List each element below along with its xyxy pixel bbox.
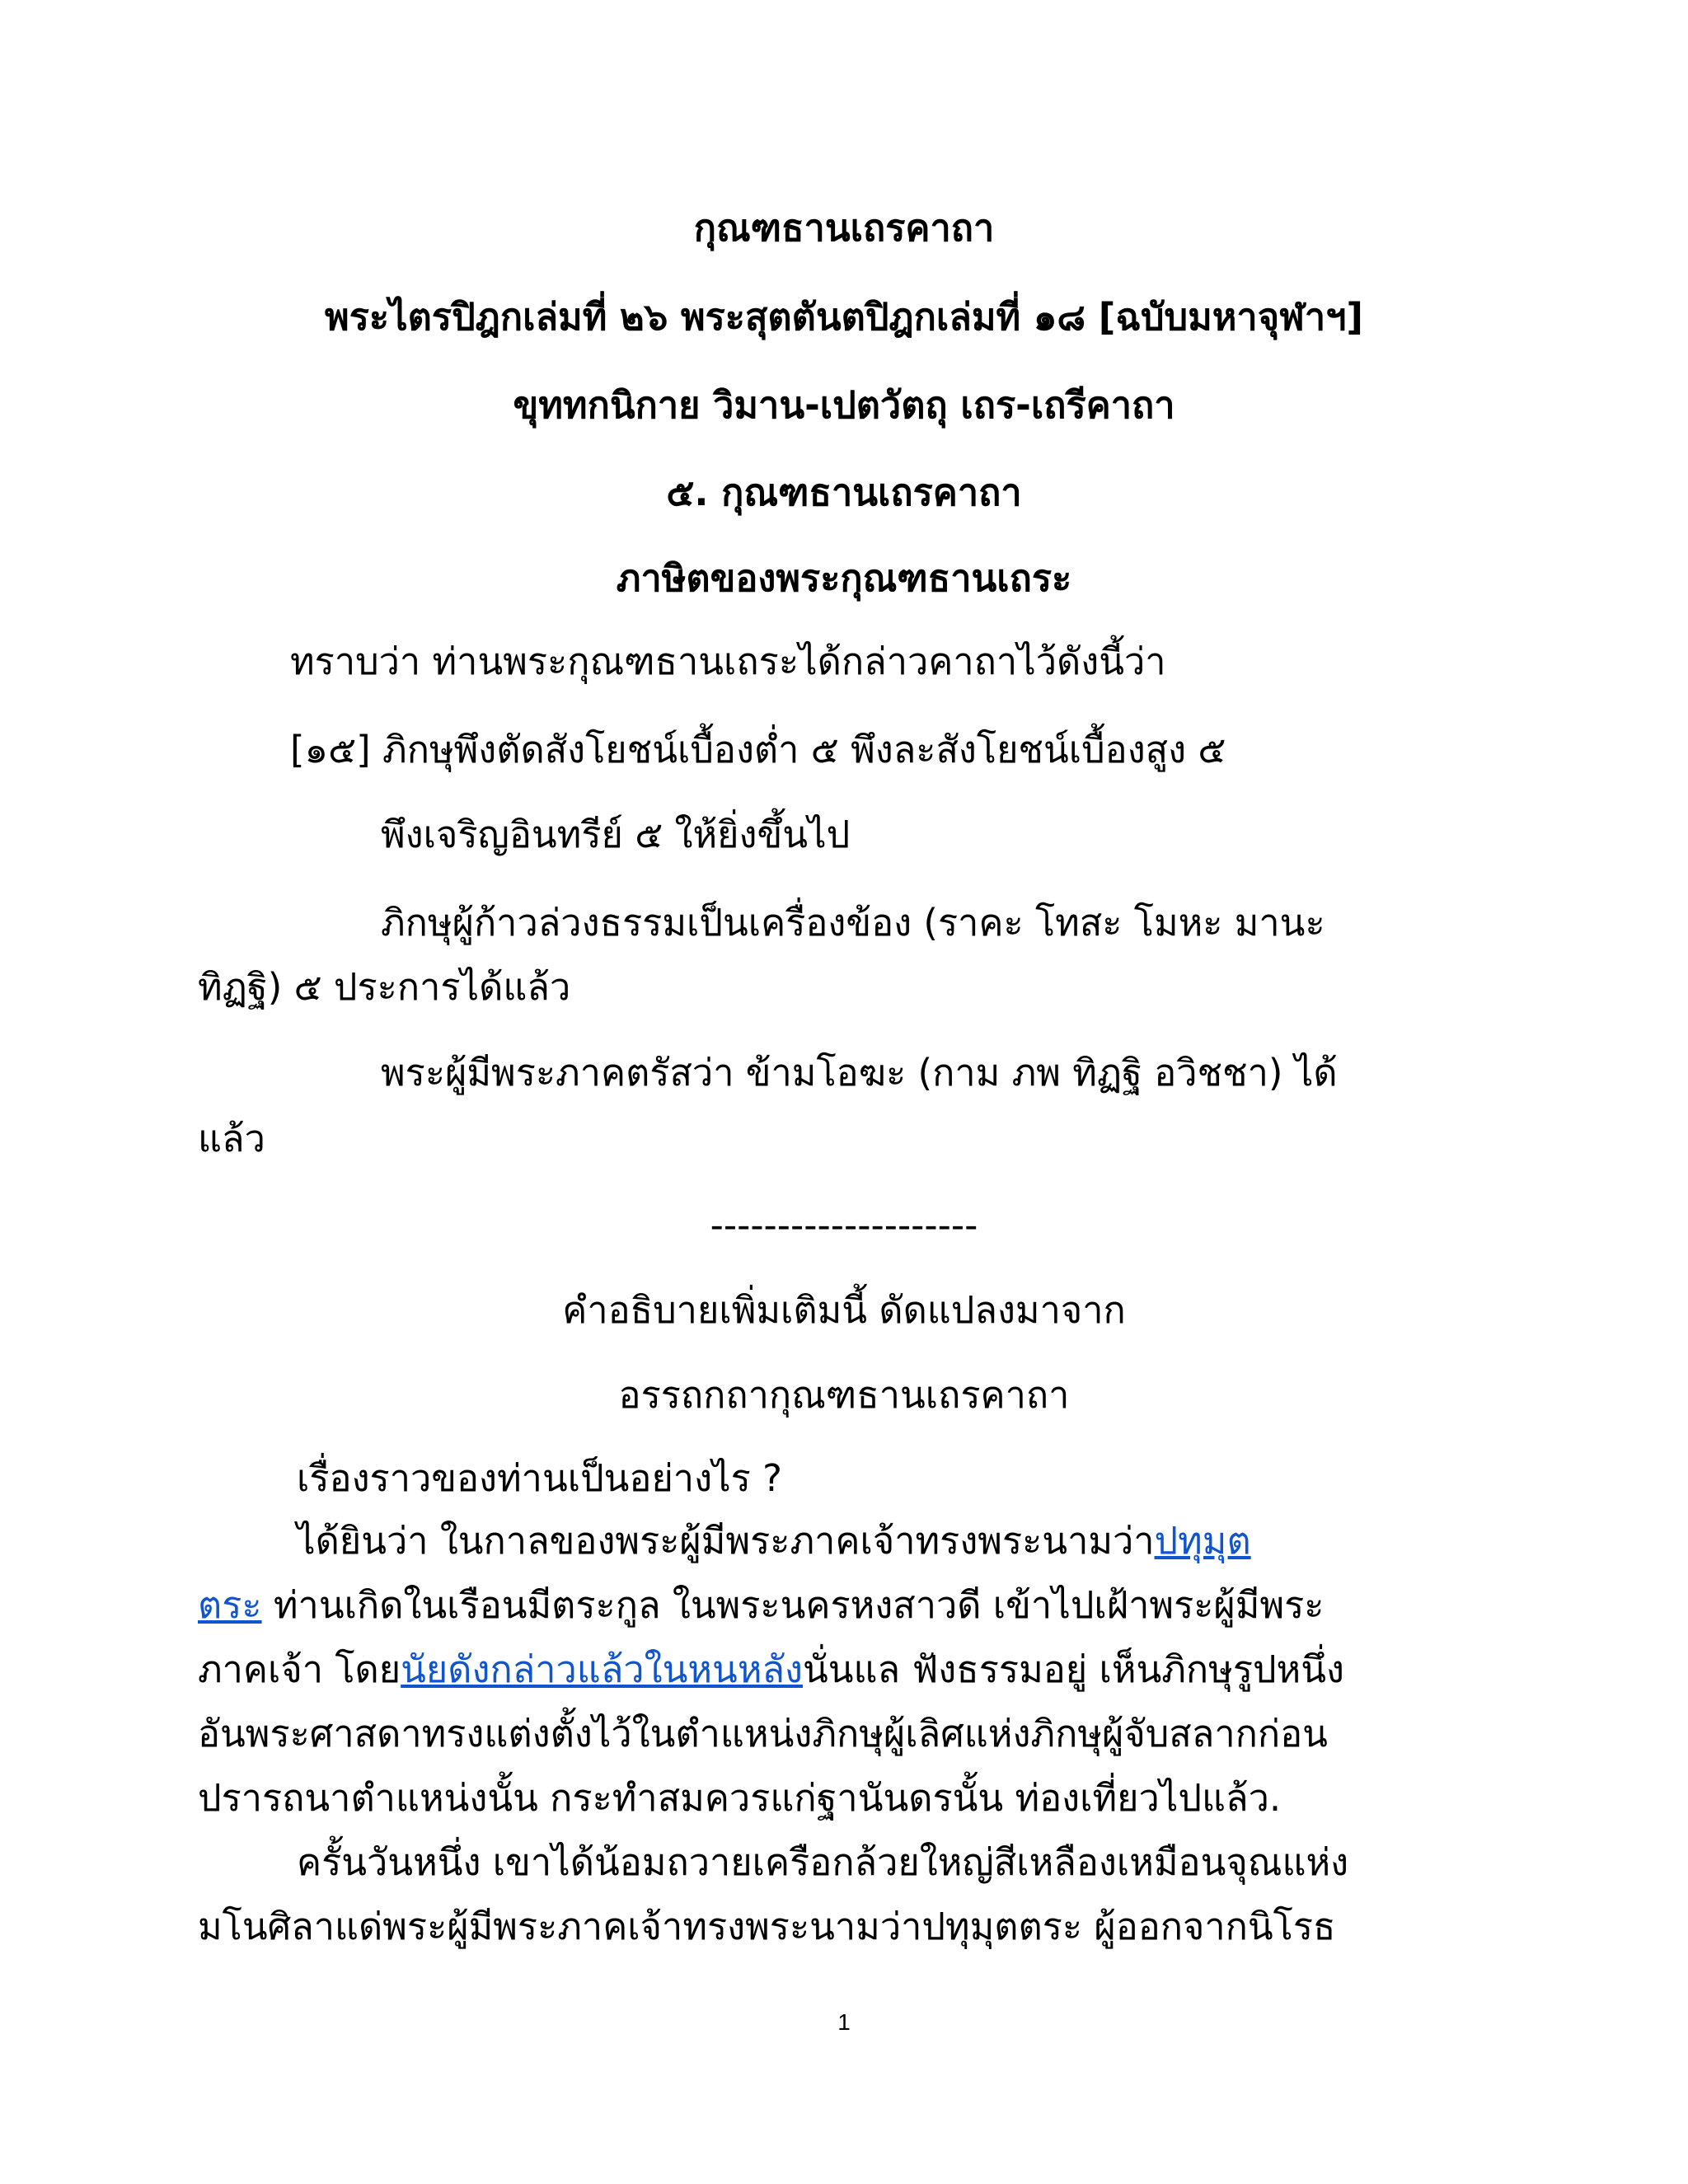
paragraph-2-line-2: มโนศิลาแด่พระผู้มีพระภาคเจ้าทรงพระนามว่าปทุมุตตระ ผู้ออกจากนิโรธ [198, 1905, 1336, 1948]
paragraph-1-text: ได้ยินว่า ในกาลของพระผู้มีพระภาคเจ้าทรงพระนามว่า [297, 1519, 1155, 1563]
paragraph-1-line-3 [198, 1645, 1344, 1694]
section-title: ๕. กุณฑธานเถรคาถา [666, 471, 1022, 514]
paragraph-1-line-2 [198, 1581, 1324, 1630]
verse-line-3a: ภิกษุผู้ก้าวล่วงธรรมเป็นเครื่องข้อง (ราคะ โทสะ โมหะ มานะ [381, 901, 1325, 944]
verse-line-4a: พระผู้มีพระภาคตรัสว่า ข้ามโอฆะ (กาม ภพ ทิฏฐิ อวิชชา) ได้ [381, 1051, 1338, 1094]
source-reference: พระไตรปิฎกเล่มที่ ๒๖ พระสุตตันตปิฎกเล่มที่ ๑๘ [ฉบับมหาจุฬาฯ] [325, 295, 1363, 339]
separator: -------------------- [710, 1203, 978, 1247]
paragraph-1-text: นั่นแล ฟังธรรมอยู่ เห็นภิกษุรูปหนึ่ง [803, 1647, 1344, 1691]
collection-title: ขุททกนิกาย วิมาน-เปตวัตถุ เถร-เถรีคาถา [513, 383, 1175, 427]
commentary-heading-2: อรรถกถากุณฑธานเถรคาถา [618, 1373, 1070, 1417]
padumuttara-link-continued[interactable]: ตระ [198, 1583, 262, 1627]
commentary-heading-1: คำอธิบายเพิ่มเติมนี้ ดัดแปลงมาจาก [562, 1288, 1126, 1332]
paragraph-1-line-5: ปรารถนาตำแหน่งนั้น กระทำสมควรแก่ฐานันดรนั้น ท่องเที่ยวไปแล้ว. [198, 1776, 1282, 1820]
verse-line-4b: แล้ว [198, 1117, 265, 1160]
paragraph-1-text: ท่านเกิดในเรือนมีตระกูล ในพระนครหงสาวดี เข้าไปเฝ้าพระผู้มีพระ [261, 1583, 1325, 1627]
subtitle: ภาษิตของพระกุณฑธานเถระ [616, 556, 1072, 600]
paragraph-2-line-1: ครั้นวันหนึ่ง เขาได้น้อมถวายเครือกล้วยใหญ่สีเหลืองเหมือนจุณแห่ง [297, 1840, 1349, 1884]
verse-line-2: พึงเจริญอินทรีย์ ๕ ให้ยิ่งขึ้นไป [381, 813, 851, 856]
page-number: 1 [837, 2009, 851, 2035]
padumuttara-link[interactable]: ปทุมุต [1154, 1519, 1251, 1563]
paragraph-1-line-4: อันพระศาสดาทรงแต่งตั้งไว้ในตำแหน่งภิกษุผู้เลิศแห่งภิกษุผู้จับสลากก่อน [198, 1712, 1328, 1755]
previous-section-link[interactable]: นัยดังกล่าวแล้วในหนหลัง [401, 1647, 804, 1691]
document-title: กุณฑธานเถรคาถา [693, 206, 995, 250]
paragraph-1-line-1 [297, 1516, 1251, 1566]
verse-intro: ทราบว่า ท่านพระกุณฑธานเถระได้กล่าวคาถาไว้ดังนี้ว่า [290, 640, 1166, 683]
paragraph-1-text: ภาคเจ้า โดย [198, 1647, 401, 1691]
verse-line-1: [๑๕] ภิกษุพึงตัดสังโยชน์เบื้องต่ำ ๕ พึงละสังโยชน์เบื้องสูง ๕ [290, 728, 1226, 771]
verse-line-3b: ทิฏฐิ) ๕ ประการได้แล้ว [198, 965, 571, 1009]
commentary-question: เรื่องราวของท่านเป็นอย่างไร ? [297, 1456, 783, 1500]
